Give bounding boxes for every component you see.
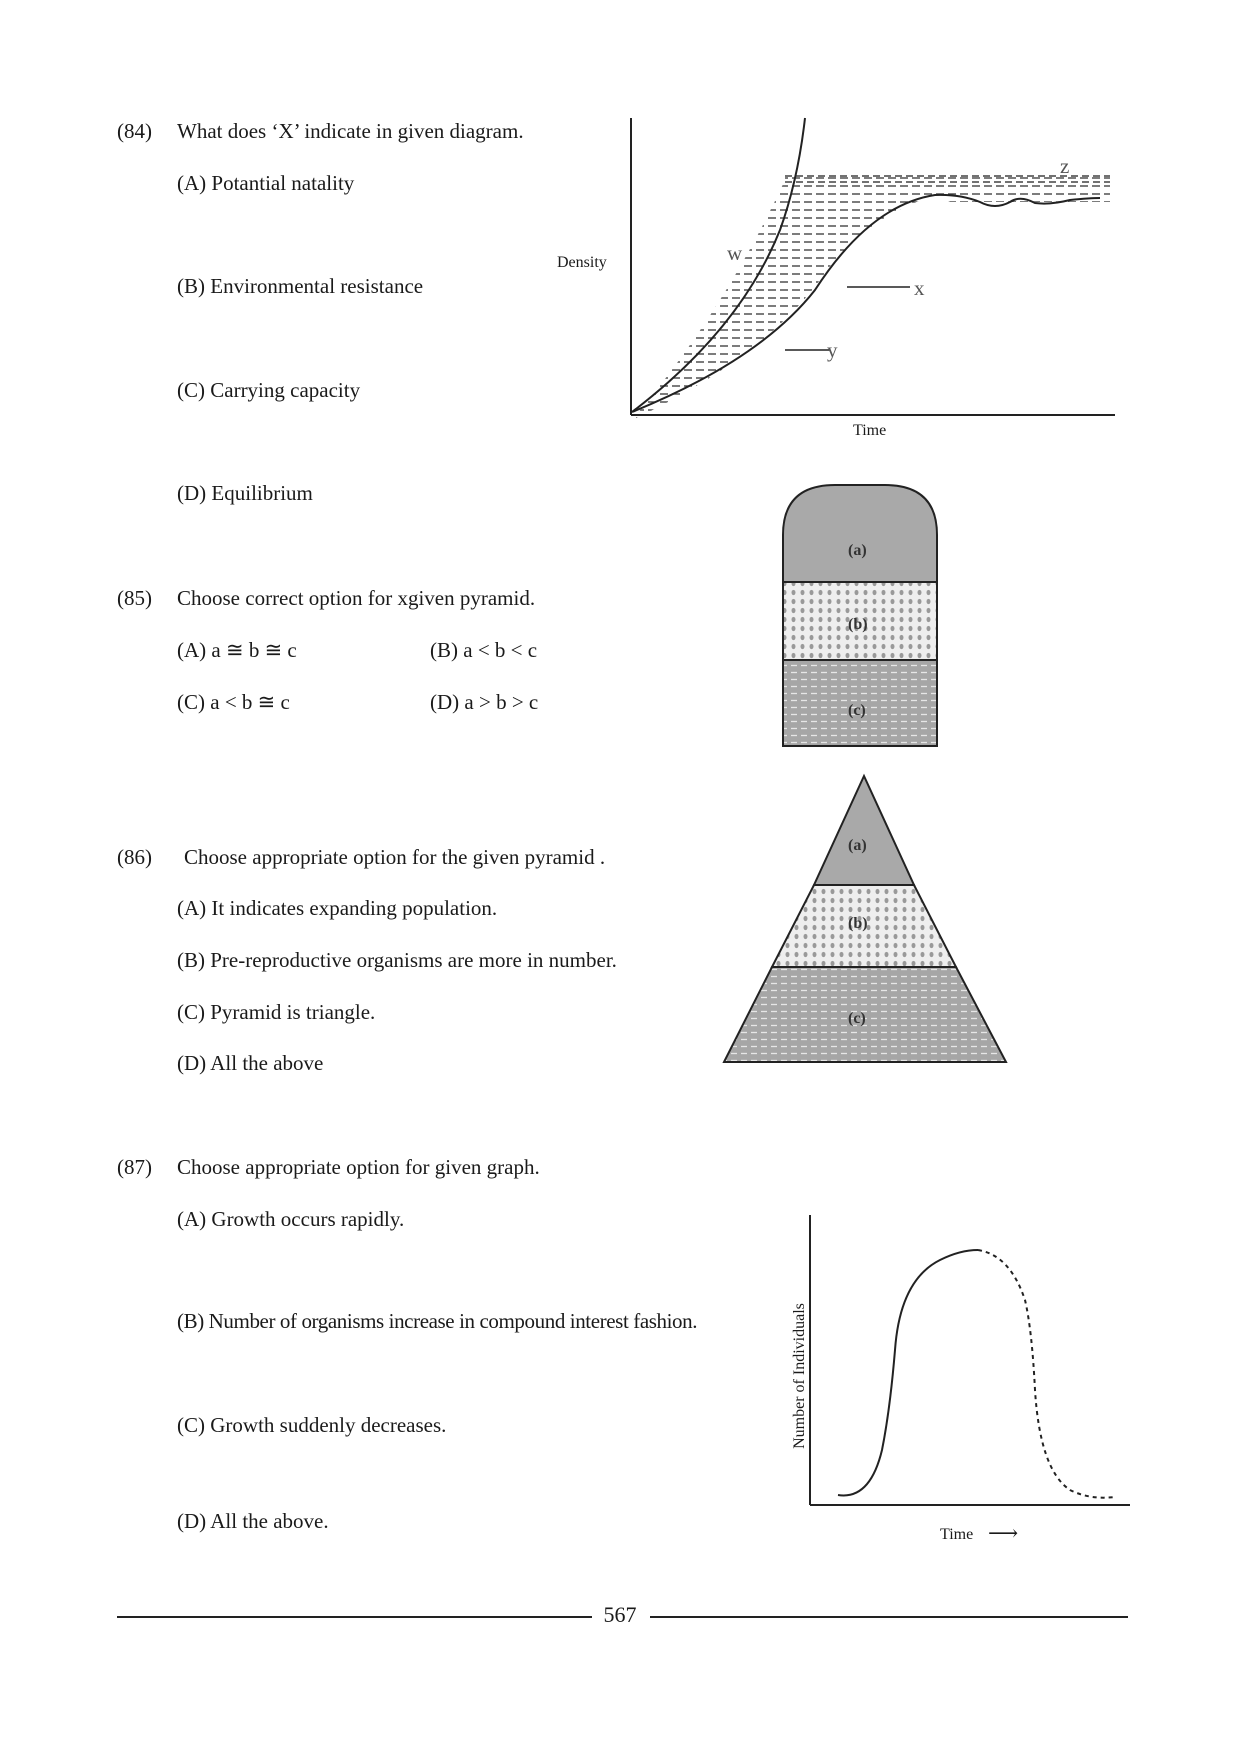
q86-number: (86)	[117, 845, 152, 869]
q86-triangle-pyramid	[720, 770, 1020, 1070]
q85-label-b: (b)	[848, 616, 868, 633]
label-y: y	[827, 338, 838, 362]
q84-option-a[interactable]: (A) Potantial natality	[177, 171, 355, 195]
page-number: 567	[603, 1602, 637, 1627]
q84-question: What does ‘X’ indicate in given diagram.	[177, 119, 524, 143]
q86-option-a[interactable]: (A) It indicates expanding population.	[177, 896, 498, 920]
q85-layer-a	[783, 485, 937, 582]
q84-ylabel: Density	[557, 254, 607, 271]
q87-number: (87)	[117, 1155, 152, 1179]
q87-ylabel: Number of Individuals	[791, 1303, 808, 1449]
q84-option-c[interactable]: (C) Carrying capacity	[177, 378, 361, 402]
q85-question: Choose correct option for xgiven pyramid.	[177, 586, 536, 610]
q87-growth-curve	[838, 1250, 978, 1495]
label-w: w	[727, 241, 743, 265]
q87-arrow-icon: ⟶	[988, 1521, 1019, 1545]
q87-growth-graph	[800, 1210, 1140, 1520]
q84-number: (84)	[117, 119, 152, 143]
q85-option-c[interactable]: (C) a < b ≅ c	[177, 690, 290, 714]
q86-option-d[interactable]: (D) All the above	[177, 1051, 324, 1075]
q86-option-b[interactable]: (B) Pre-reproductive organisms are more in number.	[177, 948, 617, 972]
footer-rule-right	[650, 1616, 1128, 1618]
q86-layer-a	[814, 776, 914, 885]
q87-question: Choose appropriate option for given graph.	[177, 1155, 540, 1179]
q87-xlabel: Time	[940, 1526, 974, 1543]
label-x: x	[914, 276, 925, 300]
q87-option-a[interactable]: (A) Growth occurs rapidly.	[177, 1207, 405, 1231]
q86-option-c[interactable]: (C) Pyramid is triangle.	[177, 1000, 376, 1024]
q85-option-d[interactable]: (D) a > b > c	[430, 690, 539, 714]
q86-label-c: (c)	[848, 1010, 866, 1027]
q85-number: (85)	[117, 586, 152, 610]
q85-label-a: (a)	[848, 542, 867, 559]
q86-label-a: (a)	[848, 837, 867, 854]
q84-option-b[interactable]: (B) Environmental resistance	[177, 274, 424, 298]
q84-option-d[interactable]: (D) Equilibrium	[177, 481, 313, 505]
q87-option-b[interactable]: (B) Number of organisms increase in compound interest fashion.	[177, 1309, 698, 1333]
footer-rule-left	[117, 1616, 592, 1618]
q84-population-growth-diagram	[540, 110, 1140, 450]
q86-label-b: (b)	[848, 915, 868, 932]
q85-option-a[interactable]: (A) a ≅ b ≅ c	[177, 638, 297, 662]
q87-decline-curve	[978, 1250, 1115, 1498]
q85-label-c: (c)	[848, 702, 866, 719]
q84-xlabel: Time	[853, 422, 887, 439]
q85-option-b[interactable]: (B) a < b < c	[430, 638, 538, 662]
q87-option-c[interactable]: (C) Growth suddenly decreases.	[177, 1413, 447, 1437]
q87-option-d[interactable]: (D) All the above.	[177, 1509, 329, 1533]
q86-question: Choose appropriate option for the given pyramid .	[184, 845, 606, 869]
label-z: z	[1060, 154, 1070, 178]
environmental-resistance-area	[620, 170, 1120, 430]
